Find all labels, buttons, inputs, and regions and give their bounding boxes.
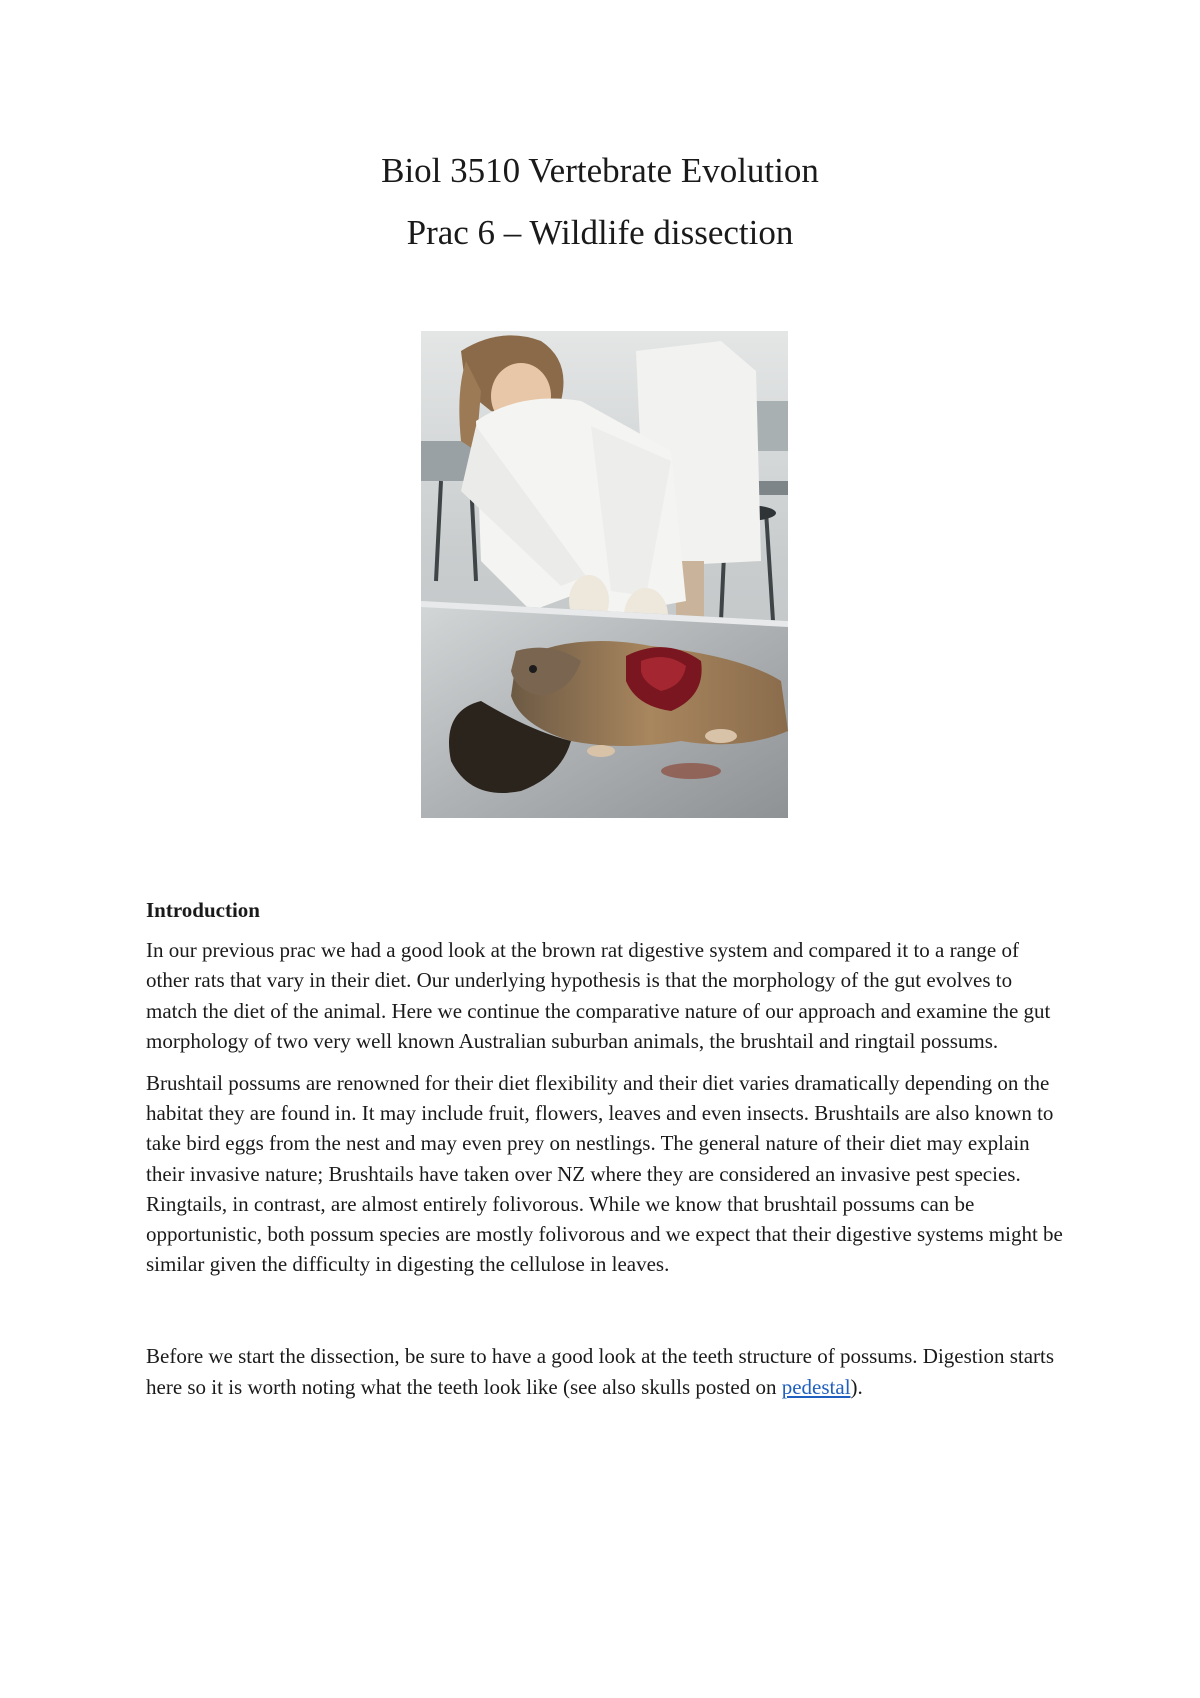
introduction-section <box>146 895 1066 1414</box>
paragraph-2: Brushtail possums are renowned for their diet flexibility and their diet varies dramatically depending on the habitat they are found in. It may include fruit, flowers, leaves and even insects. Brushtails are also known to take bird eggs from the nest and may even prey on nestlings. The general nature of their diet may explain their invasive nature; Brushtails have taken over NZ where they are considered an invasive pest species. Ringtails, in contrast, are almost entirely folivorous. While we know that brushtail possums can be opportunistic, both possum species are mostly folivorous and we expect that their digestive systems might be similar given the difficulty in digesting the cellulose in leaves. <box>146 1071 1063 1277</box>
photo-dissection-icon <box>421 331 788 818</box>
course-title: Biol 3510 Vertebrate Evolution <box>381 151 819 190</box>
pedestal-link[interactable]: pedestal <box>781 1374 851 1399</box>
paragraph-3-text: Before we start the dissection, be sure to have a good look at the teeth structure of possums. Digestion starts here so it is worth noting what the teeth look like (see also skulls posted on <box>146 1344 1055 1399</box>
prac-title: Prac 6 – Wildlife dissection <box>406 213 794 252</box>
dissection-photo <box>421 331 788 818</box>
title-block <box>0 140 1200 264</box>
paragraph-1: In our previous prac we had a good look at the brown rat digestive system and compared it to a range of other rats that vary in their diet. Our underlying hypothesis is that the morphology of the gut evolves to match the diet of the animal. Here we continue the comparative nature of our approach and examine the gut morphology of two very well known Australian suburban animals, the brushtail and ringtail possums. <box>146 938 1051 1053</box>
section-heading: Introduction <box>146 898 260 922</box>
paragraph-3 <box>146 1341 1066 1401</box>
paragraph-3-end: ). <box>850 1374 863 1399</box>
